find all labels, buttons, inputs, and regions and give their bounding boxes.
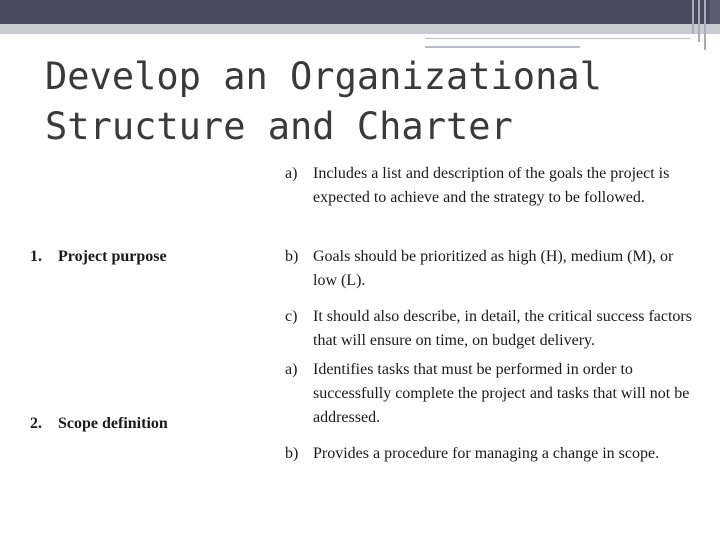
list-text: Provides a procedure for managing a change in scope. [313, 445, 660, 462]
corner-stripe [692, 0, 694, 34]
corner-block [710, 0, 720, 24]
list-marker: c) [285, 308, 298, 325]
list-text: Includes a list and description of the goals the project is expected to achieve and the strategy to be followed. [313, 165, 670, 206]
list-item [285, 442, 695, 466]
header-strip [0, 24, 720, 34]
corner-decoration [692, 0, 720, 50]
title-line-1: Develop an Organizational [45, 55, 602, 98]
list-text: Goals should be prioritized as high (H), medium (M), or low (L). [313, 248, 674, 289]
list-item [285, 162, 695, 210]
list-marker: b) [285, 445, 299, 462]
list-marker: b) [285, 248, 299, 265]
list-marker: a) [285, 165, 298, 182]
list-item [285, 305, 695, 353]
header-bar [0, 0, 720, 24]
slide-title [45, 52, 665, 152]
corner-stripe [704, 0, 706, 50]
list-marker: a) [285, 361, 298, 378]
topic-number: 2. [30, 415, 42, 432]
list-text: It should also describe, in detail, the critical success factors that will ensure on time, on budget delivery. [313, 308, 692, 349]
decorative-line [425, 38, 690, 39]
topic-label: Scope definition [58, 415, 168, 432]
list-text: Identifies tasks that must be performed in order to successfully complete the project and tasks that will not be addressed. [313, 361, 690, 426]
list-item [285, 358, 695, 430]
list-item [285, 245, 695, 293]
topic-label: Project purpose [58, 248, 167, 265]
topic-scope-definition [30, 414, 168, 434]
topic-project-purpose [30, 247, 167, 267]
decorative-line [425, 46, 580, 48]
title-line-2: Structure and Charter [45, 105, 513, 148]
topic-number: 1. [30, 248, 42, 265]
corner-stripe [698, 0, 700, 42]
